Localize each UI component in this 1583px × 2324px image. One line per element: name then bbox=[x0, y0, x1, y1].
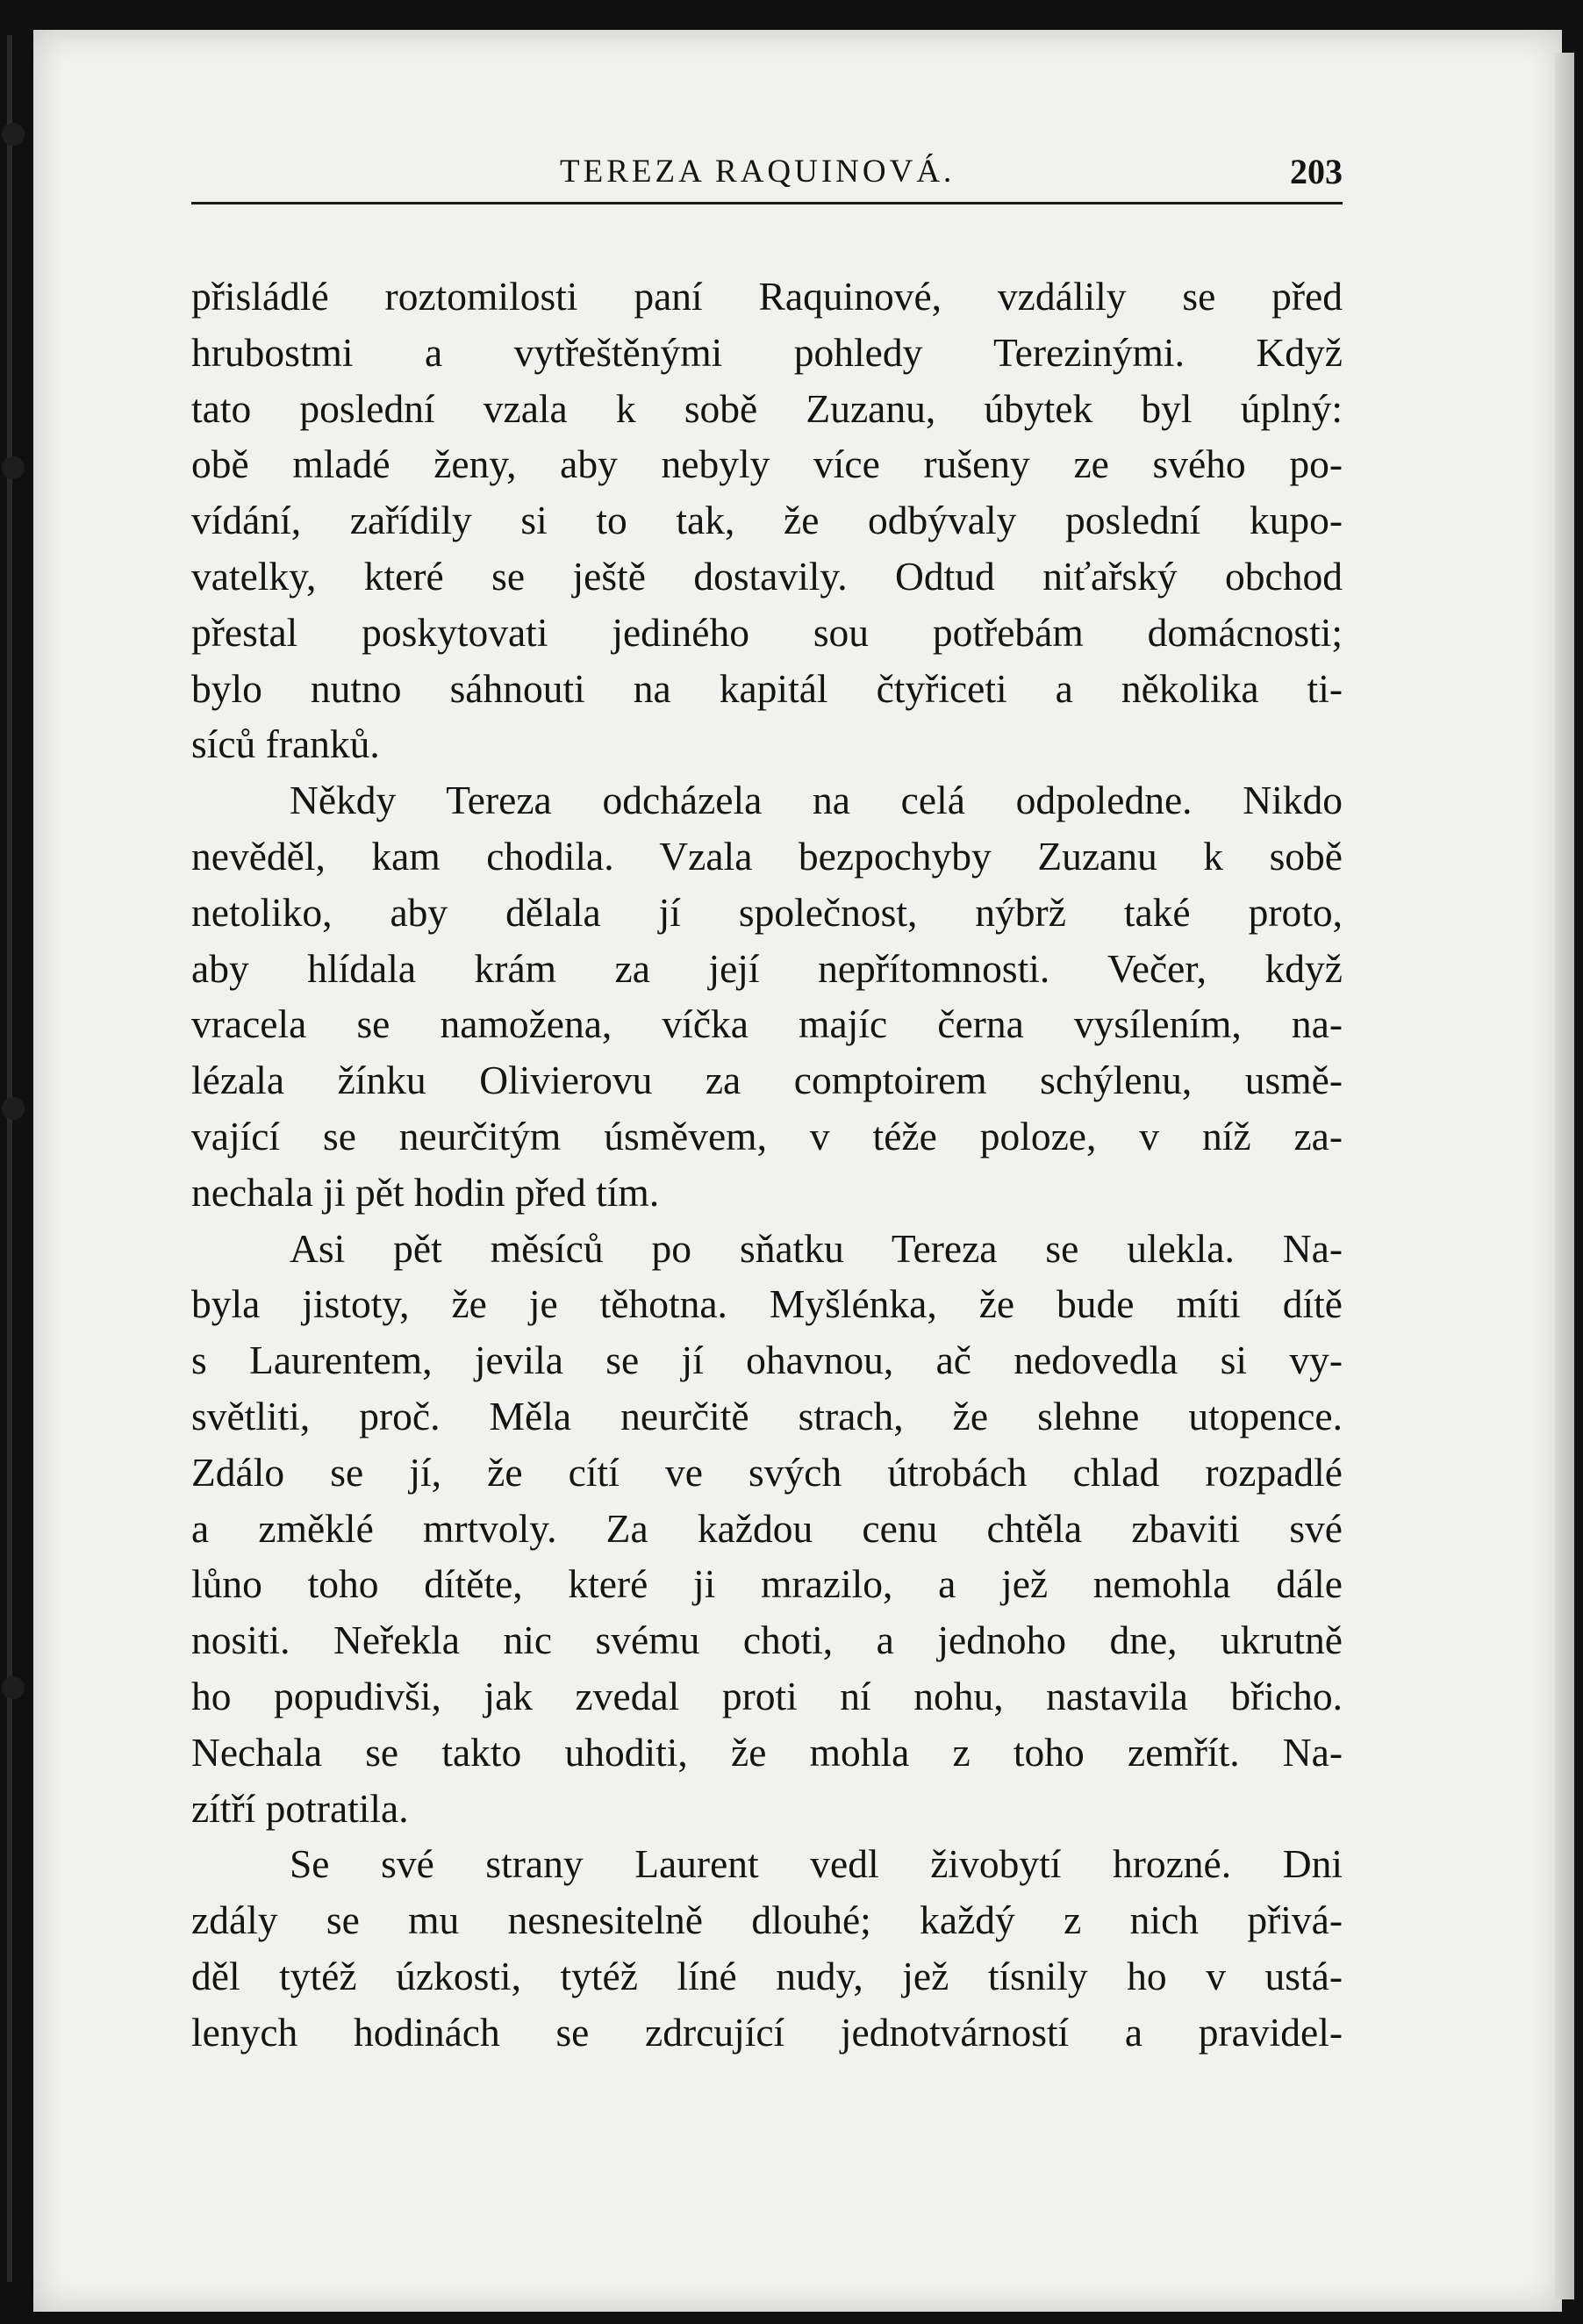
binding-stitch-mark bbox=[2, 1676, 25, 1699]
text-line: netoliko, aby dělala jí společnost, nýbrž také proto, bbox=[191, 889, 1343, 935]
text-line: přestal poskytovati jediného sou potřebám domácnosti; bbox=[191, 609, 1343, 655]
text-line: bylo nutno sáhnouti na kapitál čtyřiceti a několika ti- bbox=[191, 665, 1343, 711]
text-line: Asi pět měsíců po sňatku Tereza se ulekla. Na- bbox=[290, 1225, 1343, 1271]
text-line: děl tytéž úzkosti, tytéž líné nudy, jež tísnily ho v ustá- bbox=[191, 1953, 1343, 1998]
text-line: světliti, proč. Měla neurčitě strach, že slehne utopence. bbox=[191, 1393, 1343, 1438]
text-line: lézala žínku Olivierovu za comptoirem schýlenu, usmě- bbox=[191, 1058, 1343, 1103]
text-line: tato poslední vzala k sobě Zuzanu, úbytek byl úplný: bbox=[191, 385, 1343, 431]
text-line: obě mladé ženy, aby nebyly více rušeny ze svého po- bbox=[191, 441, 1343, 487]
page-header bbox=[191, 149, 1343, 204]
text-line: a změklé mrtvoly. Za každou cenu chtěla zbaviti své bbox=[191, 1505, 1343, 1551]
running-title: TEREZA RAQUINOVÁ. bbox=[560, 154, 956, 190]
text-line: Se své strany Laurent vedl živobytí hrozné. Dni bbox=[290, 1841, 1343, 1887]
text-line: lůno toho dítěte, které ji mrazilo, a jež nemohla dále bbox=[191, 1561, 1343, 1607]
page-number: 203 bbox=[1290, 152, 1343, 191]
text-line: hrubostmi a vytřeštěnými pohledy Terezinými. Když bbox=[191, 329, 1343, 375]
text-line: Někdy Tereza odcházela na celá odpoledne. Nikdo bbox=[290, 778, 1343, 823]
text-line: Zdálo se jí, že cítí ve svých útrobách chlad rozpadlé bbox=[191, 1449, 1343, 1495]
binding-stitch-mark bbox=[2, 1097, 25, 1120]
text-line: s Laurentem, jevila se jí ohavnou, ač nedovedla si vy- bbox=[191, 1338, 1343, 1383]
text-line: nechala ji pět hodin před tím. bbox=[191, 1169, 660, 1215]
text-line: nevěděl, kam chodila. Vzala bezpochyby Zuzanu k sobě bbox=[191, 833, 1343, 879]
paragraph bbox=[191, 1221, 1343, 1837]
book-binding-edge bbox=[7, 35, 25, 2282]
text-line: aby hlídala krám za její nepřítomnosti. Večer, když bbox=[191, 945, 1343, 991]
body-text bbox=[191, 269, 1343, 2061]
page-stack-edge bbox=[1555, 53, 1574, 2299]
text-line: zítří potratila. bbox=[191, 1785, 409, 1831]
text-line: byla jistoty, že je těhotna. Myšlénka, že bude míti dítě bbox=[191, 1281, 1343, 1327]
text-line: vídání, zařídily si to tak, že odbývaly poslední kupo- bbox=[191, 498, 1343, 543]
text-line: ho popudivši, jak zvedal proti ní nohu, nastavila břicho. bbox=[191, 1673, 1343, 1718]
paragraph bbox=[191, 1836, 1343, 2060]
text-line: nositi. Neřekla nic svému choti, a jednoho dne, ukrutně bbox=[191, 1617, 1343, 1663]
text-line: vatelky, které se ještě dostavily. Odtud niťařský obchod bbox=[191, 553, 1343, 599]
paragraph bbox=[191, 269, 1343, 772]
text-line: zdály se mu nesnesitelně dlouhé; každý z nich přivá- bbox=[191, 1897, 1343, 1943]
paragraph bbox=[191, 772, 1343, 1220]
binding-stitch-mark bbox=[2, 456, 25, 479]
text-line: síců franků. bbox=[191, 721, 380, 767]
text-line: vající se neurčitým úsměvem, v téže poloze, v níž za- bbox=[191, 1113, 1343, 1158]
text-line: lenych hodinách se zdrcující jednotvárností a pravidel- bbox=[191, 2009, 1343, 2055]
text-line: vracela se namožena, víčka majíc černa vysílením, na- bbox=[191, 1001, 1343, 1047]
text-line: přisládlé roztomilosti paní Raquinové, vzdálily se před bbox=[191, 274, 1343, 319]
binding-stitch-mark bbox=[2, 123, 25, 146]
text-line: Nechala se takto uhoditi, že mohla z toho zemřít. Na- bbox=[191, 1729, 1343, 1775]
